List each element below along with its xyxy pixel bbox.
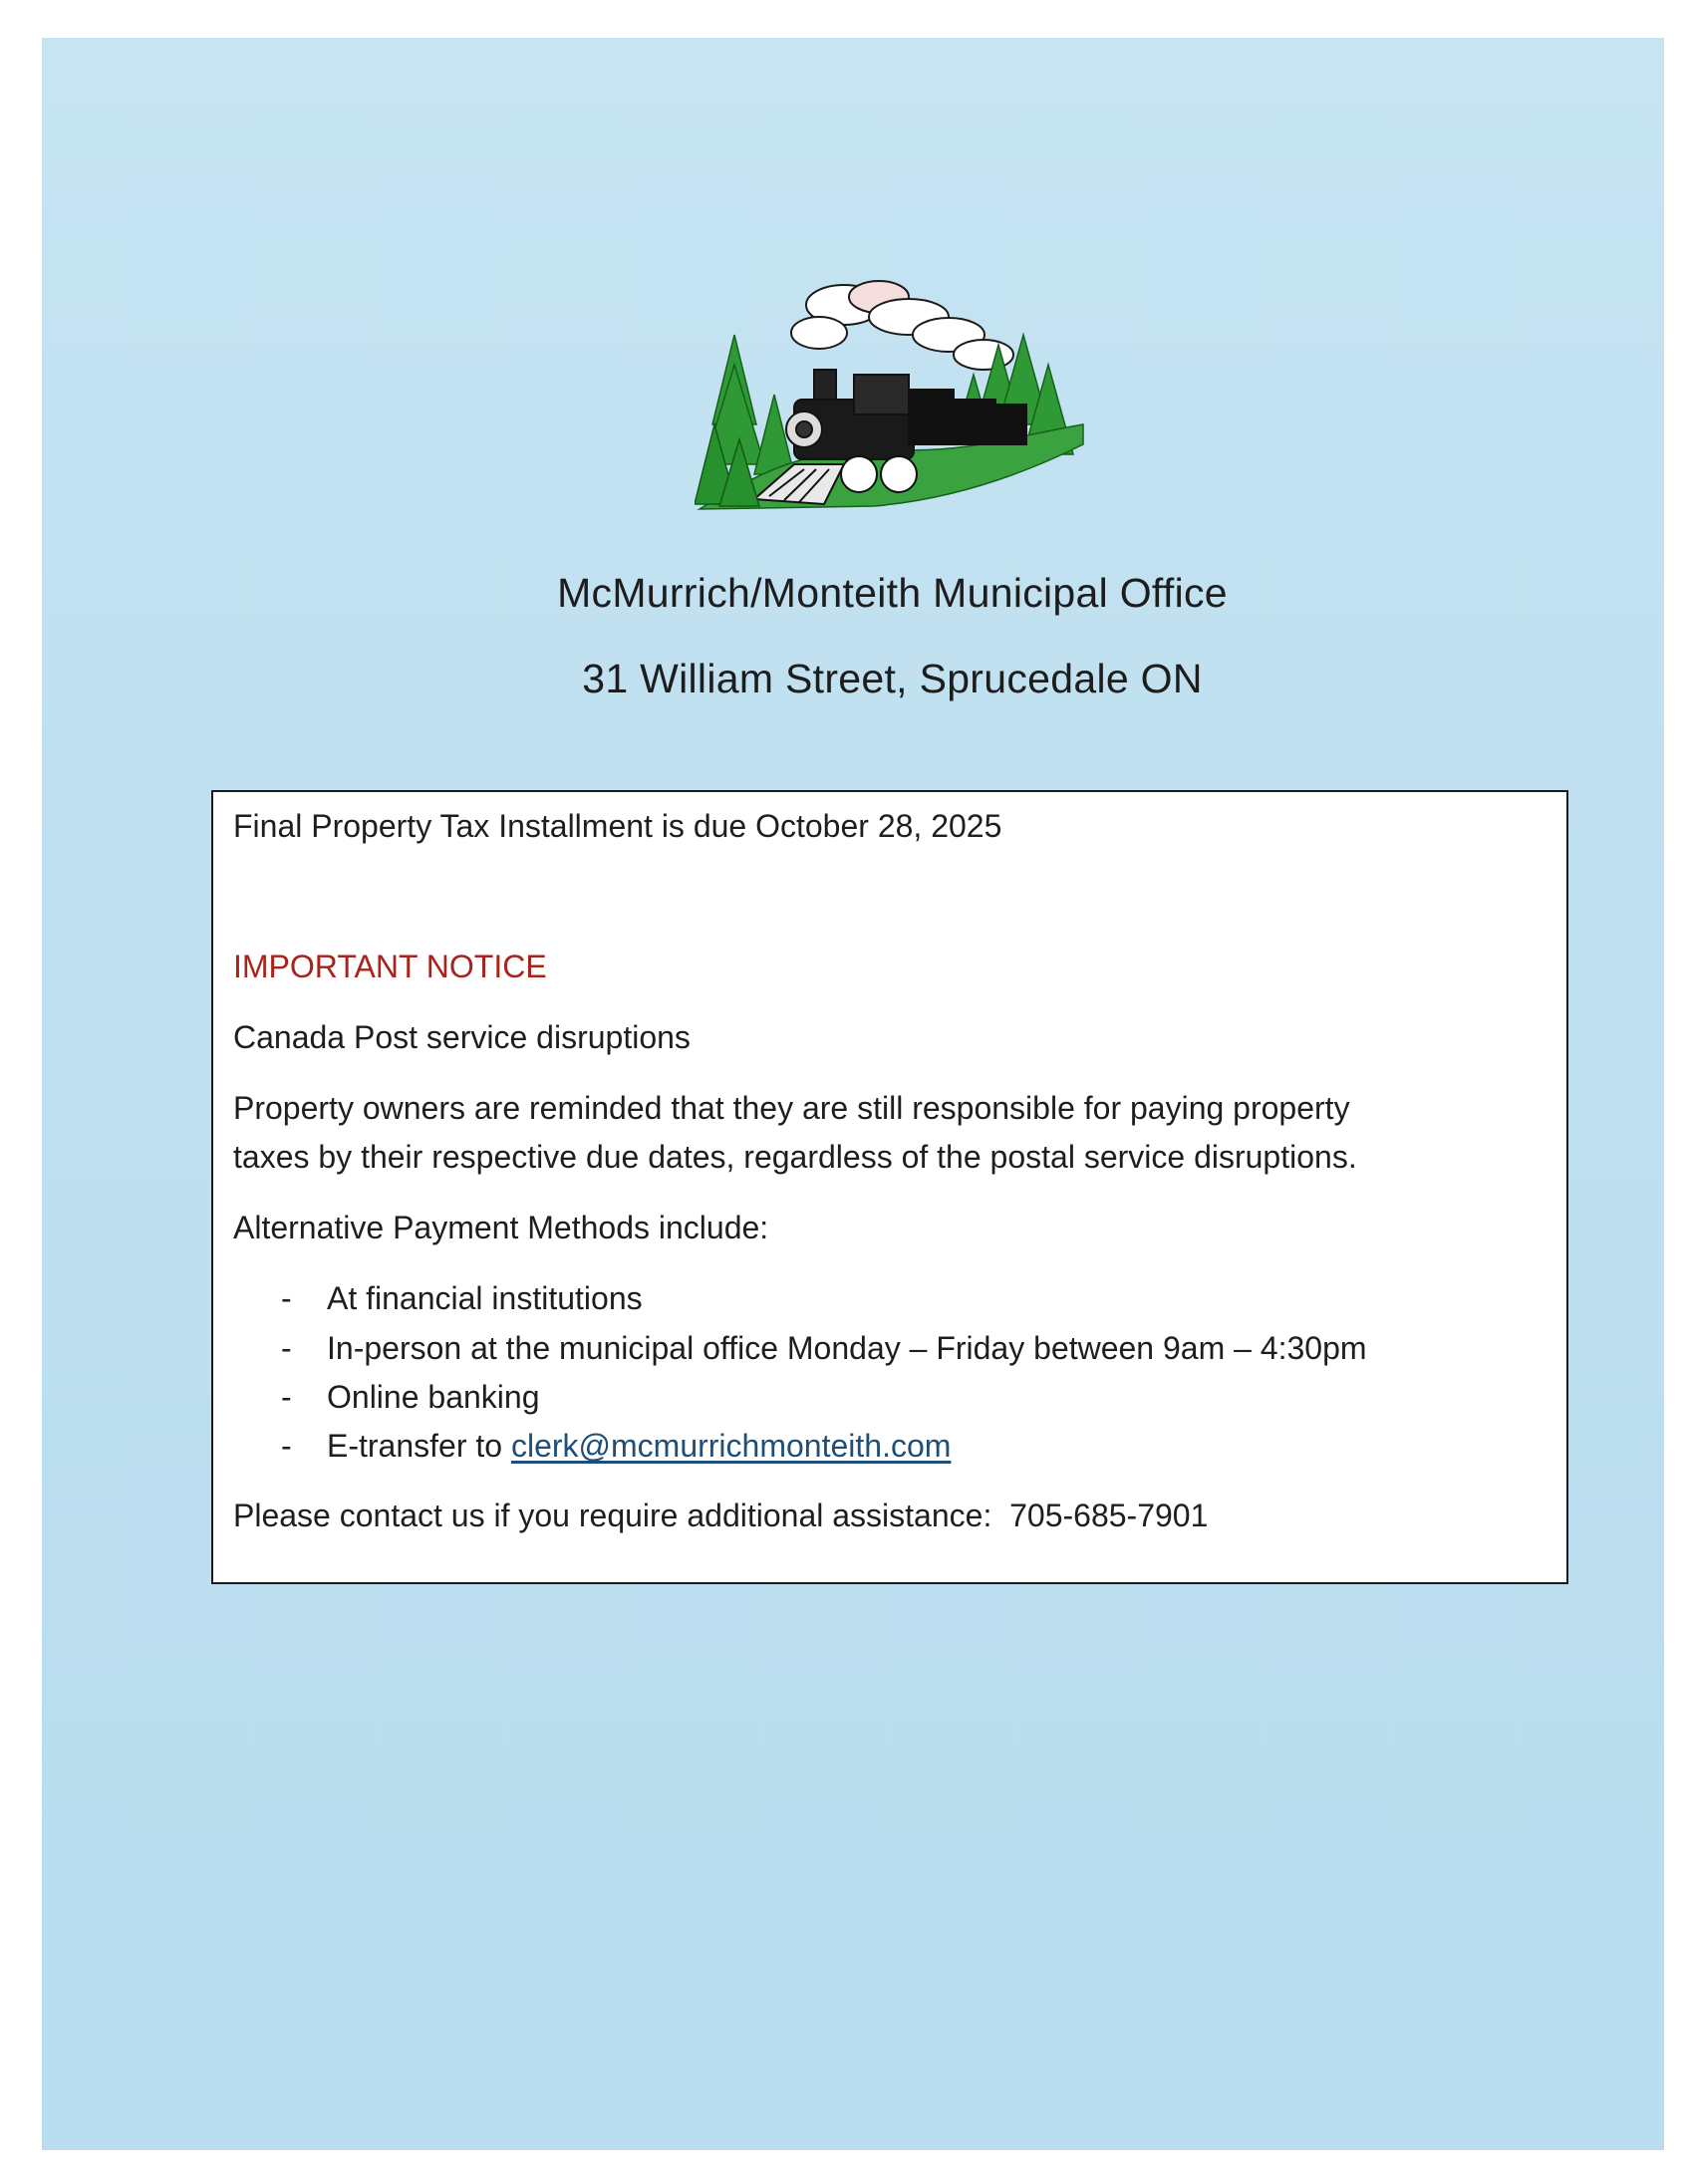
office-name-heading: McMurrich/Monteith Municipal Office: [557, 570, 1228, 616]
contact-line: [233, 1498, 1208, 1534]
canada-post-subheading: Canada Post service disruptions: [233, 1019, 691, 1055]
payment-methods-intro: Alternative Payment Methods include:: [233, 1210, 769, 1245]
clerk-email-link[interactable]: clerk@mcmurrichmonteith.com: [510, 1428, 952, 1464]
list-item-text: E-transfer to: [327, 1428, 511, 1464]
list-item-text: At financial institutions: [327, 1280, 643, 1316]
due-date-line: Final Property Tax Installment is due October 28, 2025: [233, 808, 1002, 844]
list-item: [281, 1280, 643, 1317]
list-bullet: -: [281, 1428, 292, 1464]
notice-box: [211, 790, 1568, 1584]
list-item: [281, 1428, 951, 1465]
reminder-paragraph-line-2: taxes by their respective due dates, regardless of the postal service disruptions.: [233, 1139, 1357, 1175]
list-item-text: Online banking: [327, 1379, 540, 1415]
list-item: [281, 1330, 1367, 1367]
contact-text: Please contact us if you require additional assistance:: [233, 1498, 992, 1533]
notice-sheet: [42, 38, 1664, 2150]
steam-train-logo-icon: [695, 275, 1088, 514]
office-address: 31 William Street, Sprucedale ON: [582, 656, 1203, 701]
contact-phone: 705-685-7901: [1009, 1498, 1209, 1533]
reminder-paragraph-line-1: Property owners are reminded that they are still responsible for paying property: [233, 1090, 1350, 1126]
list-item: [281, 1379, 539, 1416]
important-notice-heading: IMPORTANT NOTICE: [233, 949, 547, 984]
list-bullet: -: [281, 1280, 292, 1316]
list-item-text: In-person at the municipal office Monday – Friday between 9am – 4:30pm: [327, 1330, 1367, 1366]
list-bullet: -: [281, 1379, 292, 1415]
list-bullet: -: [281, 1330, 292, 1366]
